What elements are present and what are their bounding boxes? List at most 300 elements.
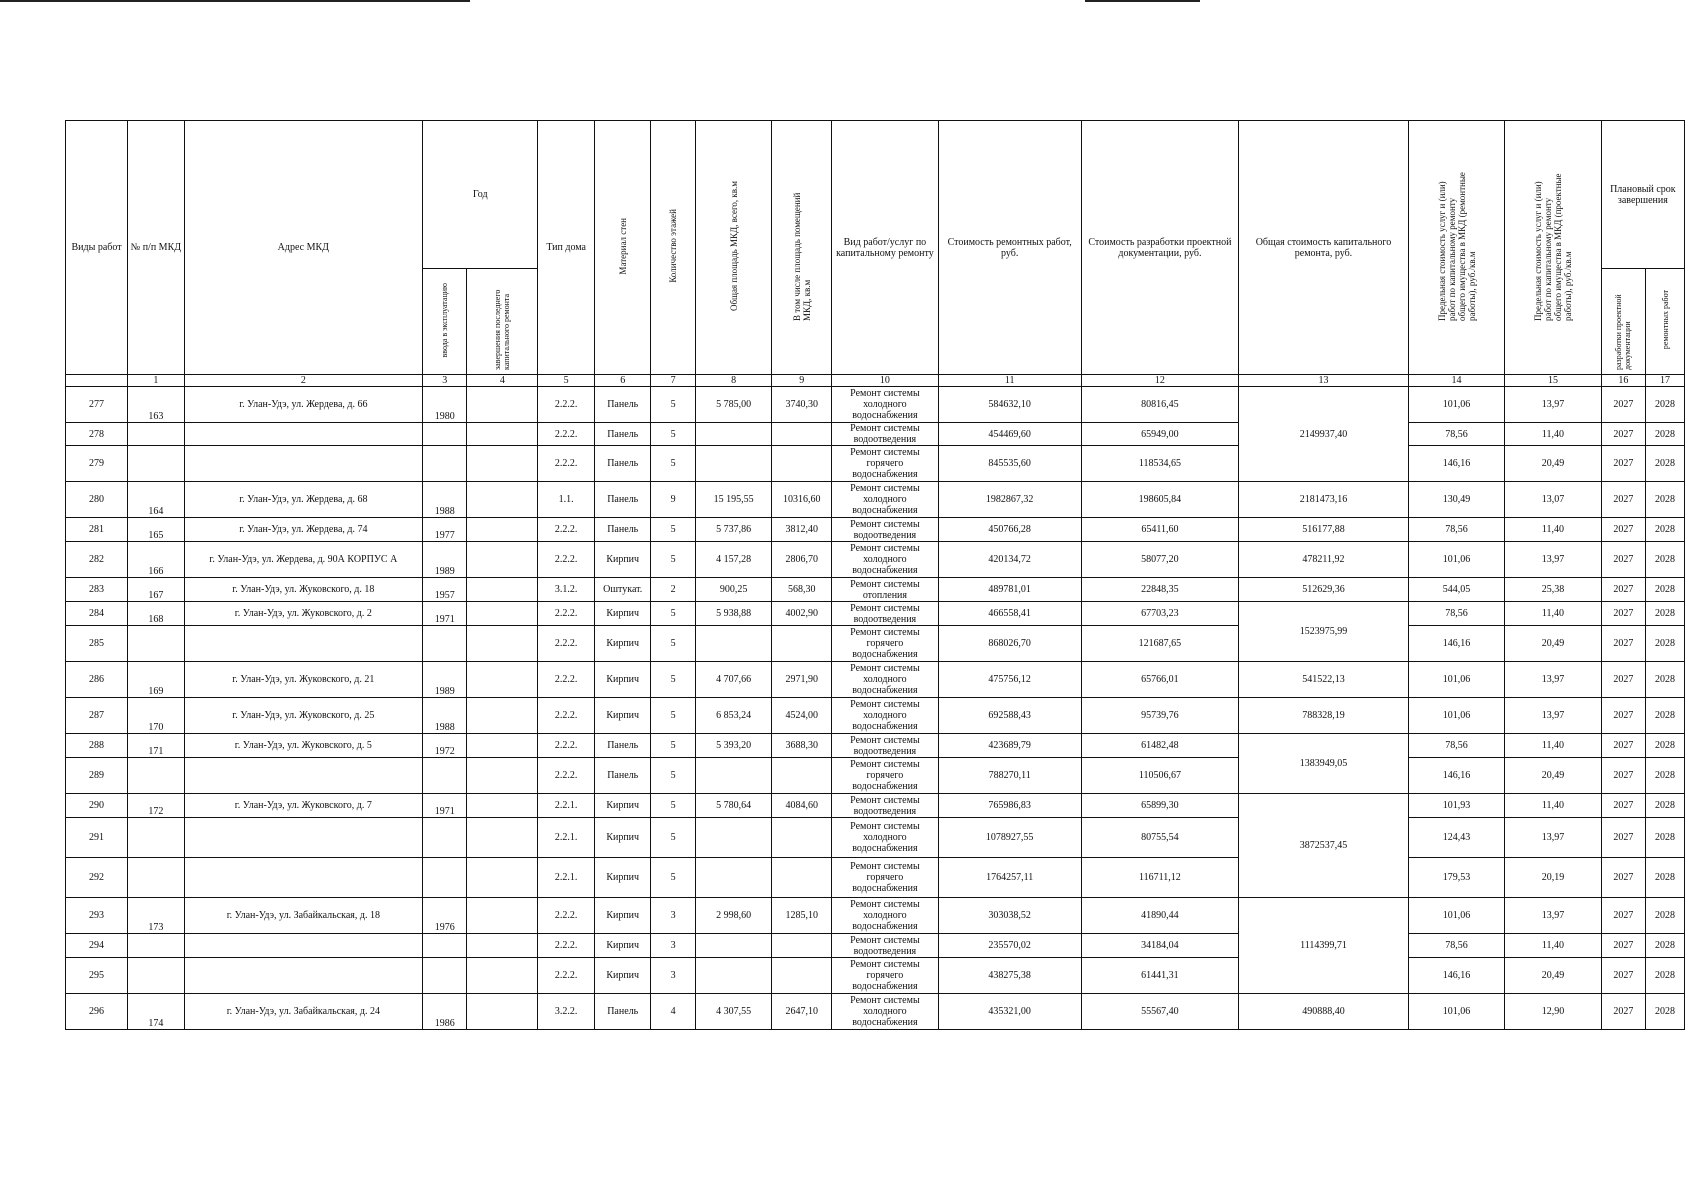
floors-cell: 5 bbox=[651, 387, 695, 423]
premises-area-cell: 2647,10 bbox=[772, 994, 832, 1030]
design-cost-cell: 80816,45 bbox=[1081, 387, 1238, 423]
house-type-cell: 2.2.2. bbox=[538, 958, 595, 994]
header-premises-area bbox=[772, 121, 832, 375]
limit-cost-repair-cell: 78,56 bbox=[1408, 734, 1504, 758]
limit-cost-design-cell: 11,40 bbox=[1505, 518, 1601, 542]
column-number: 8 bbox=[695, 375, 772, 387]
year-last-repair-cell bbox=[467, 758, 538, 794]
wall-material-cell: Кирпич bbox=[594, 858, 651, 898]
limit-cost-repair-cell: 146,16 bbox=[1408, 626, 1504, 662]
design-cost-cell: 61441,31 bbox=[1081, 958, 1238, 994]
deadline-repair-cell: 2028 bbox=[1646, 934, 1685, 958]
total-area-cell: 2 998,60 bbox=[695, 898, 772, 934]
premises-area-cell bbox=[772, 626, 832, 662]
limit-cost-design-cell: 25,38 bbox=[1505, 578, 1601, 602]
table-row bbox=[66, 602, 1685, 626]
year-last-repair-cell bbox=[467, 446, 538, 482]
work-kind-cell: Ремонт системы холодного водоснабжения bbox=[832, 387, 938, 423]
repair-cost-cell: 765986,83 bbox=[938, 794, 1081, 818]
total-area-cell bbox=[695, 818, 772, 858]
work-kind-cell: Ремонт системы холодного водоснабжения bbox=[832, 898, 938, 934]
house-type-cell: 3.1.2. bbox=[538, 578, 595, 602]
address-cell bbox=[184, 958, 422, 994]
design-cost-cell: 116711,12 bbox=[1081, 858, 1238, 898]
limit-cost-design-cell: 20,49 bbox=[1505, 446, 1601, 482]
repair-cost-cell: 454469,60 bbox=[938, 423, 1081, 446]
table-row bbox=[66, 858, 1685, 898]
column-number: 4 bbox=[467, 375, 538, 387]
mkd-number-cell: 170 bbox=[128, 698, 185, 734]
floors-cell: 5 bbox=[651, 446, 695, 482]
table-row bbox=[66, 934, 1685, 958]
work-kind-cell: Ремонт системы холодного водоснабжения bbox=[832, 482, 938, 518]
row-number-cell: 278 bbox=[66, 423, 128, 446]
table-row bbox=[66, 578, 1685, 602]
total-area-cell bbox=[695, 626, 772, 662]
deadline-design-cell: 2027 bbox=[1601, 898, 1645, 934]
wall-material-cell: Кирпич bbox=[594, 626, 651, 662]
column-number: 14 bbox=[1408, 375, 1504, 387]
table-row bbox=[66, 518, 1685, 542]
mkd-number-cell bbox=[128, 858, 185, 898]
limit-cost-repair-cell: 101,93 bbox=[1408, 794, 1504, 818]
limit-cost-design-cell: 11,40 bbox=[1505, 794, 1601, 818]
table-row bbox=[66, 734, 1685, 758]
premises-area-cell bbox=[772, 858, 832, 898]
header-deadline-design-text: разработки проектной документации bbox=[1614, 294, 1633, 370]
year-last-repair-cell bbox=[467, 482, 538, 518]
year-commission-cell bbox=[423, 423, 467, 446]
scan-edge-line bbox=[1085, 0, 1200, 2]
limit-cost-repair-cell: 78,56 bbox=[1408, 934, 1504, 958]
mkd-number-cell: 171 bbox=[128, 734, 185, 758]
column-number: 3 bbox=[423, 375, 467, 387]
column-number: 6 bbox=[594, 375, 651, 387]
table-row bbox=[66, 818, 1685, 858]
year-commission-cell: 1971 bbox=[423, 602, 467, 626]
year-commission-cell: 1971 bbox=[423, 794, 467, 818]
floors-cell: 9 bbox=[651, 482, 695, 518]
year-last-repair-cell bbox=[467, 626, 538, 662]
work-kind-cell: Ремонт системы водоотведения bbox=[832, 794, 938, 818]
limit-cost-design-cell: 13,97 bbox=[1505, 662, 1601, 698]
header-limit-cost-design bbox=[1505, 121, 1601, 375]
total-area-cell bbox=[695, 934, 772, 958]
row-number-cell: 293 bbox=[66, 898, 128, 934]
deadline-design-cell: 2027 bbox=[1601, 542, 1645, 578]
header-row-main bbox=[66, 121, 1685, 269]
column-number: 16 bbox=[1601, 375, 1645, 387]
header-total-cost: Общая стоимость капитального ремонта, руб. bbox=[1239, 121, 1409, 375]
table-row bbox=[66, 423, 1685, 446]
house-type-cell: 2.2.2. bbox=[538, 662, 595, 698]
premises-area-cell bbox=[772, 758, 832, 794]
column-number: 1 bbox=[128, 375, 185, 387]
column-number: 11 bbox=[938, 375, 1081, 387]
deadline-repair-cell: 2028 bbox=[1646, 578, 1685, 602]
address-cell bbox=[184, 626, 422, 662]
table-row bbox=[66, 662, 1685, 698]
work-kind-cell: Ремонт системы горячего водоснабжения bbox=[832, 858, 938, 898]
premises-area-cell bbox=[772, 446, 832, 482]
design-cost-cell: 41890,44 bbox=[1081, 898, 1238, 934]
wall-material-cell: Кирпич bbox=[594, 818, 651, 858]
design-cost-cell: 65411,60 bbox=[1081, 518, 1238, 542]
column-number: 2 bbox=[184, 375, 422, 387]
row-number-cell: 282 bbox=[66, 542, 128, 578]
design-cost-cell: 65766,01 bbox=[1081, 662, 1238, 698]
deadline-repair-cell: 2028 bbox=[1646, 542, 1685, 578]
floors-cell: 3 bbox=[651, 934, 695, 958]
limit-cost-repair-cell: 124,43 bbox=[1408, 818, 1504, 858]
header-year-commission-text: ввода в эксплуатацию bbox=[440, 282, 450, 358]
limit-cost-repair-cell: 101,06 bbox=[1408, 387, 1504, 423]
total-cost-cell: 3872537,45 bbox=[1239, 794, 1409, 898]
deadline-design-cell: 2027 bbox=[1601, 994, 1645, 1030]
floors-cell: 5 bbox=[651, 698, 695, 734]
limit-cost-design-cell: 12,90 bbox=[1505, 994, 1601, 1030]
deadline-design-cell: 2027 bbox=[1601, 858, 1645, 898]
year-commission-cell: 1980 bbox=[423, 387, 467, 423]
row-number-cell: 289 bbox=[66, 758, 128, 794]
floors-cell: 5 bbox=[651, 818, 695, 858]
total-cost-cell: 2181473,16 bbox=[1239, 482, 1409, 518]
total-cost-cell: 788328,19 bbox=[1239, 698, 1409, 734]
mkd-number-cell: 163 bbox=[128, 387, 185, 423]
header-year-last-repair bbox=[467, 269, 538, 375]
column-number: 7 bbox=[651, 375, 695, 387]
repair-cost-cell: 788270,11 bbox=[938, 758, 1081, 794]
deadline-design-cell: 2027 bbox=[1601, 602, 1645, 626]
row-number-cell: 292 bbox=[66, 858, 128, 898]
floors-cell: 5 bbox=[651, 542, 695, 578]
design-cost-cell: 110506,67 bbox=[1081, 758, 1238, 794]
row-number-cell: 291 bbox=[66, 818, 128, 858]
deadline-design-cell: 2027 bbox=[1601, 423, 1645, 446]
address-cell: г. Улан-Удэ, ул. Жердева, д. 68 bbox=[184, 482, 422, 518]
limit-cost-design-cell: 11,40 bbox=[1505, 602, 1601, 626]
design-cost-cell: 65899,30 bbox=[1081, 794, 1238, 818]
deadline-repair-cell: 2028 bbox=[1646, 794, 1685, 818]
floors-cell: 5 bbox=[651, 518, 695, 542]
table-row bbox=[66, 958, 1685, 994]
premises-area-cell: 1285,10 bbox=[772, 898, 832, 934]
floors-cell: 5 bbox=[651, 858, 695, 898]
floors-cell: 5 bbox=[651, 423, 695, 446]
mkd-number-cell bbox=[128, 758, 185, 794]
total-area-cell: 5 780,64 bbox=[695, 794, 772, 818]
wall-material-cell: Панель bbox=[594, 446, 651, 482]
address-cell bbox=[184, 423, 422, 446]
limit-cost-design-cell: 13,07 bbox=[1505, 482, 1601, 518]
address-cell: г. Улан-Удэ, ул. Жердева, д. 90А КОРПУС А bbox=[184, 542, 422, 578]
header-wall-material-text: Материал стен bbox=[617, 217, 628, 275]
design-cost-cell: 95739,76 bbox=[1081, 698, 1238, 734]
design-cost-cell: 65949,00 bbox=[1081, 423, 1238, 446]
row-number-cell: 280 bbox=[66, 482, 128, 518]
total-area-cell: 900,25 bbox=[695, 578, 772, 602]
house-type-cell: 2.2.2. bbox=[538, 542, 595, 578]
total-area-cell: 4 307,55 bbox=[695, 994, 772, 1030]
address-cell: г. Улан-Удэ, ул. Забайкальская, д. 24 bbox=[184, 994, 422, 1030]
header-mkd-number: № п/п МКД bbox=[128, 121, 185, 375]
premises-area-cell: 10316,60 bbox=[772, 482, 832, 518]
deadline-repair-cell: 2028 bbox=[1646, 818, 1685, 858]
design-cost-cell: 67703,23 bbox=[1081, 602, 1238, 626]
deadline-repair-cell: 2028 bbox=[1646, 994, 1685, 1030]
address-cell: г. Улан-Удэ, ул. Забайкальская, д. 18 bbox=[184, 898, 422, 934]
row-number-cell: 284 bbox=[66, 602, 128, 626]
deadline-repair-cell: 2028 bbox=[1646, 734, 1685, 758]
address-cell bbox=[184, 934, 422, 958]
total-area-cell: 15 195,55 bbox=[695, 482, 772, 518]
table-row bbox=[66, 758, 1685, 794]
limit-cost-repair-cell: 78,56 bbox=[1408, 518, 1504, 542]
premises-area-cell: 3688,30 bbox=[772, 734, 832, 758]
capital-repair-table bbox=[65, 120, 1685, 1030]
premises-area-cell bbox=[772, 934, 832, 958]
design-cost-cell: 61482,48 bbox=[1081, 734, 1238, 758]
work-kind-cell: Ремонт системы холодного водоснабжения bbox=[832, 994, 938, 1030]
year-last-repair-cell bbox=[467, 662, 538, 698]
wall-material-cell: Панель bbox=[594, 758, 651, 794]
row-number-cell: 287 bbox=[66, 698, 128, 734]
total-area-cell: 5 393,20 bbox=[695, 734, 772, 758]
limit-cost-design-cell: 20,49 bbox=[1505, 626, 1601, 662]
address-cell: г. Улан-Удэ, ул. Жуковского, д. 21 bbox=[184, 662, 422, 698]
wall-material-cell: Панель bbox=[594, 387, 651, 423]
row-number-cell: 295 bbox=[66, 958, 128, 994]
deadline-repair-cell: 2028 bbox=[1646, 482, 1685, 518]
header-total-area bbox=[695, 121, 772, 375]
year-last-repair-cell bbox=[467, 858, 538, 898]
mkd-number-cell: 172 bbox=[128, 794, 185, 818]
deadline-design-cell: 2027 bbox=[1601, 578, 1645, 602]
year-last-repair-cell bbox=[467, 698, 538, 734]
table-row bbox=[66, 898, 1685, 934]
design-cost-cell: 198605,84 bbox=[1081, 482, 1238, 518]
year-last-repair-cell bbox=[467, 934, 538, 958]
deadline-repair-cell: 2028 bbox=[1646, 518, 1685, 542]
total-cost-cell: 516177,88 bbox=[1239, 518, 1409, 542]
work-kind-cell: Ремонт системы горячего водоснабжения bbox=[832, 758, 938, 794]
repair-cost-cell: 423689,79 bbox=[938, 734, 1081, 758]
deadline-design-cell: 2027 bbox=[1601, 518, 1645, 542]
floors-cell: 5 bbox=[651, 626, 695, 662]
table-row bbox=[66, 482, 1685, 518]
limit-cost-design-cell: 13,97 bbox=[1505, 698, 1601, 734]
wall-material-cell: Кирпич bbox=[594, 542, 651, 578]
header-work-type: Виды работ bbox=[66, 121, 128, 375]
repair-cost-cell: 438275,38 bbox=[938, 958, 1081, 994]
design-cost-cell: 118534,65 bbox=[1081, 446, 1238, 482]
row-number-cell: 283 bbox=[66, 578, 128, 602]
year-commission-cell: 1977 bbox=[423, 518, 467, 542]
design-cost-cell: 55567,40 bbox=[1081, 994, 1238, 1030]
year-last-repair-cell bbox=[467, 958, 538, 994]
deadline-design-cell: 2027 bbox=[1601, 818, 1645, 858]
total-area-cell: 5 938,88 bbox=[695, 602, 772, 626]
house-type-cell: 2.2.2. bbox=[538, 698, 595, 734]
table-row bbox=[66, 626, 1685, 662]
work-kind-cell: Ремонт системы водоотведения bbox=[832, 602, 938, 626]
floors-cell: 5 bbox=[651, 794, 695, 818]
year-last-repair-cell bbox=[467, 578, 538, 602]
limit-cost-repair-cell: 146,16 bbox=[1408, 758, 1504, 794]
deadline-repair-cell: 2028 bbox=[1646, 446, 1685, 482]
deadline-design-cell: 2027 bbox=[1601, 734, 1645, 758]
wall-material-cell: Кирпич bbox=[594, 794, 651, 818]
year-commission-cell: 1972 bbox=[423, 734, 467, 758]
row-number-cell: 286 bbox=[66, 662, 128, 698]
repair-cost-cell: 475756,12 bbox=[938, 662, 1081, 698]
column-number: 13 bbox=[1239, 375, 1409, 387]
house-type-cell: 2.2.2. bbox=[538, 898, 595, 934]
header-floors-text: Количество этажей bbox=[668, 209, 679, 283]
repair-cost-cell: 1764257,11 bbox=[938, 858, 1081, 898]
repair-cost-cell: 845535,60 bbox=[938, 446, 1081, 482]
header-total-area-text: Общая площадь МКД, всего, кв.м bbox=[728, 180, 739, 312]
column-number: 15 bbox=[1505, 375, 1601, 387]
table-row bbox=[66, 698, 1685, 734]
design-cost-cell: 80755,54 bbox=[1081, 818, 1238, 858]
row-number-cell: 277 bbox=[66, 387, 128, 423]
row-number-cell: 288 bbox=[66, 734, 128, 758]
total-area-cell bbox=[695, 758, 772, 794]
wall-material-cell: Кирпич bbox=[594, 698, 651, 734]
premises-area-cell: 3812,40 bbox=[772, 518, 832, 542]
repair-cost-cell: 450766,28 bbox=[938, 518, 1081, 542]
deadline-design-cell: 2027 bbox=[1601, 662, 1645, 698]
wall-material-cell: Оштукат. bbox=[594, 578, 651, 602]
work-kind-cell: Ремонт системы холодного водоснабжения bbox=[832, 542, 938, 578]
total-cost-cell: 1114399,71 bbox=[1239, 898, 1409, 994]
row-number-cell: 296 bbox=[66, 994, 128, 1030]
floors-cell: 5 bbox=[651, 602, 695, 626]
total-cost-cell: 512629,36 bbox=[1239, 578, 1409, 602]
year-commission-cell: 1976 bbox=[423, 898, 467, 934]
table-row bbox=[66, 994, 1685, 1030]
header-year-commission bbox=[423, 269, 467, 375]
address-cell: г. Улан-Удэ, ул. Жердева, д. 74 bbox=[184, 518, 422, 542]
header-planned-deadline: Плановый срок завершения bbox=[1601, 121, 1684, 269]
wall-material-cell: Панель bbox=[594, 482, 651, 518]
repair-cost-cell: 420134,72 bbox=[938, 542, 1081, 578]
deadline-repair-cell: 2028 bbox=[1646, 958, 1685, 994]
deadline-repair-cell: 2028 bbox=[1646, 758, 1685, 794]
row-number-cell: 281 bbox=[66, 518, 128, 542]
house-type-cell: 2.2.2. bbox=[538, 626, 595, 662]
premises-area-cell: 4002,90 bbox=[772, 602, 832, 626]
work-kind-cell: Ремонт системы отопления bbox=[832, 578, 938, 602]
premises-area-cell bbox=[772, 423, 832, 446]
year-commission-cell bbox=[423, 626, 467, 662]
header-repair-cost: Стоимость ремонтных работ, руб. bbox=[938, 121, 1081, 375]
total-cost-cell: 490888,40 bbox=[1239, 994, 1409, 1030]
floors-cell: 2 bbox=[651, 578, 695, 602]
year-commission-cell: 1988 bbox=[423, 482, 467, 518]
floors-cell: 5 bbox=[651, 734, 695, 758]
work-kind-cell: Ремонт системы горячего водоснабжения bbox=[832, 958, 938, 994]
column-number: 10 bbox=[832, 375, 938, 387]
wall-material-cell: Панель bbox=[594, 994, 651, 1030]
house-type-cell: 2.2.2. bbox=[538, 602, 595, 626]
design-cost-cell: 121687,65 bbox=[1081, 626, 1238, 662]
address-cell bbox=[184, 858, 422, 898]
floors-cell: 5 bbox=[651, 758, 695, 794]
header-wall-material bbox=[594, 121, 651, 375]
deadline-repair-cell: 2028 bbox=[1646, 387, 1685, 423]
house-type-cell: 3.2.2. bbox=[538, 994, 595, 1030]
limit-cost-design-cell: 13,97 bbox=[1505, 818, 1601, 858]
work-kind-cell: Ремонт системы водоотведения bbox=[832, 423, 938, 446]
total-cost-cell: 1383949,05 bbox=[1239, 734, 1409, 794]
mkd-number-cell: 174 bbox=[128, 994, 185, 1030]
address-cell bbox=[184, 446, 422, 482]
premises-area-cell: 2806,70 bbox=[772, 542, 832, 578]
total-area-cell: 4 157,28 bbox=[695, 542, 772, 578]
table-row bbox=[66, 794, 1685, 818]
limit-cost-repair-cell: 179,53 bbox=[1408, 858, 1504, 898]
header-year: Год bbox=[423, 121, 538, 269]
total-area-cell bbox=[695, 858, 772, 898]
work-kind-cell: Ремонт системы горячего водоснабжения bbox=[832, 626, 938, 662]
repair-cost-cell: 235570,02 bbox=[938, 934, 1081, 958]
year-last-repair-cell bbox=[467, 518, 538, 542]
limit-cost-design-cell: 13,97 bbox=[1505, 542, 1601, 578]
header-address: Адрес МКД bbox=[184, 121, 422, 375]
year-last-repair-cell bbox=[467, 602, 538, 626]
header-floors bbox=[651, 121, 695, 375]
deadline-design-cell: 2027 bbox=[1601, 758, 1645, 794]
year-commission-cell bbox=[423, 858, 467, 898]
premises-area-cell: 568,30 bbox=[772, 578, 832, 602]
limit-cost-repair-cell: 101,06 bbox=[1408, 898, 1504, 934]
address-cell: г. Улан-Удэ, ул. Жуковского, д. 18 bbox=[184, 578, 422, 602]
house-type-cell: 2.2.2. bbox=[538, 446, 595, 482]
repair-cost-cell: 435321,00 bbox=[938, 994, 1081, 1030]
total-area-cell bbox=[695, 446, 772, 482]
limit-cost-design-cell: 13,97 bbox=[1505, 387, 1601, 423]
house-type-cell: 2.2.2. bbox=[538, 758, 595, 794]
limit-cost-repair-cell: 101,06 bbox=[1408, 698, 1504, 734]
limit-cost-repair-cell: 544,05 bbox=[1408, 578, 1504, 602]
repair-cost-cell: 1078927,55 bbox=[938, 818, 1081, 858]
house-type-cell: 2.2.2. bbox=[538, 387, 595, 423]
wall-material-cell: Кирпич bbox=[594, 662, 651, 698]
mkd-number-cell bbox=[128, 958, 185, 994]
wall-material-cell: Панель bbox=[594, 518, 651, 542]
year-last-repair-cell bbox=[467, 818, 538, 858]
deadline-design-cell: 2027 bbox=[1601, 958, 1645, 994]
header-deadline-repair bbox=[1646, 269, 1685, 375]
design-cost-cell: 22848,35 bbox=[1081, 578, 1238, 602]
header-year-last-repair-text: завершения последнего капитального ремонта bbox=[493, 289, 512, 370]
total-cost-cell: 541522,13 bbox=[1239, 662, 1409, 698]
limit-cost-design-cell: 20,19 bbox=[1505, 858, 1601, 898]
address-cell: г. Улан-Удэ, ул. Жуковского, д. 7 bbox=[184, 794, 422, 818]
mkd-number-cell: 165 bbox=[128, 518, 185, 542]
limit-cost-repair-cell: 130,49 bbox=[1408, 482, 1504, 518]
deadline-repair-cell: 2028 bbox=[1646, 626, 1685, 662]
work-kind-cell: Ремонт системы горячего водоснабжения bbox=[832, 446, 938, 482]
premises-area-cell bbox=[772, 958, 832, 994]
mkd-number-cell: 164 bbox=[128, 482, 185, 518]
year-last-repair-cell bbox=[467, 542, 538, 578]
total-cost-cell: 1523975,99 bbox=[1239, 602, 1409, 662]
work-kind-cell: Ремонт системы водоотведения bbox=[832, 734, 938, 758]
limit-cost-repair-cell: 146,16 bbox=[1408, 446, 1504, 482]
